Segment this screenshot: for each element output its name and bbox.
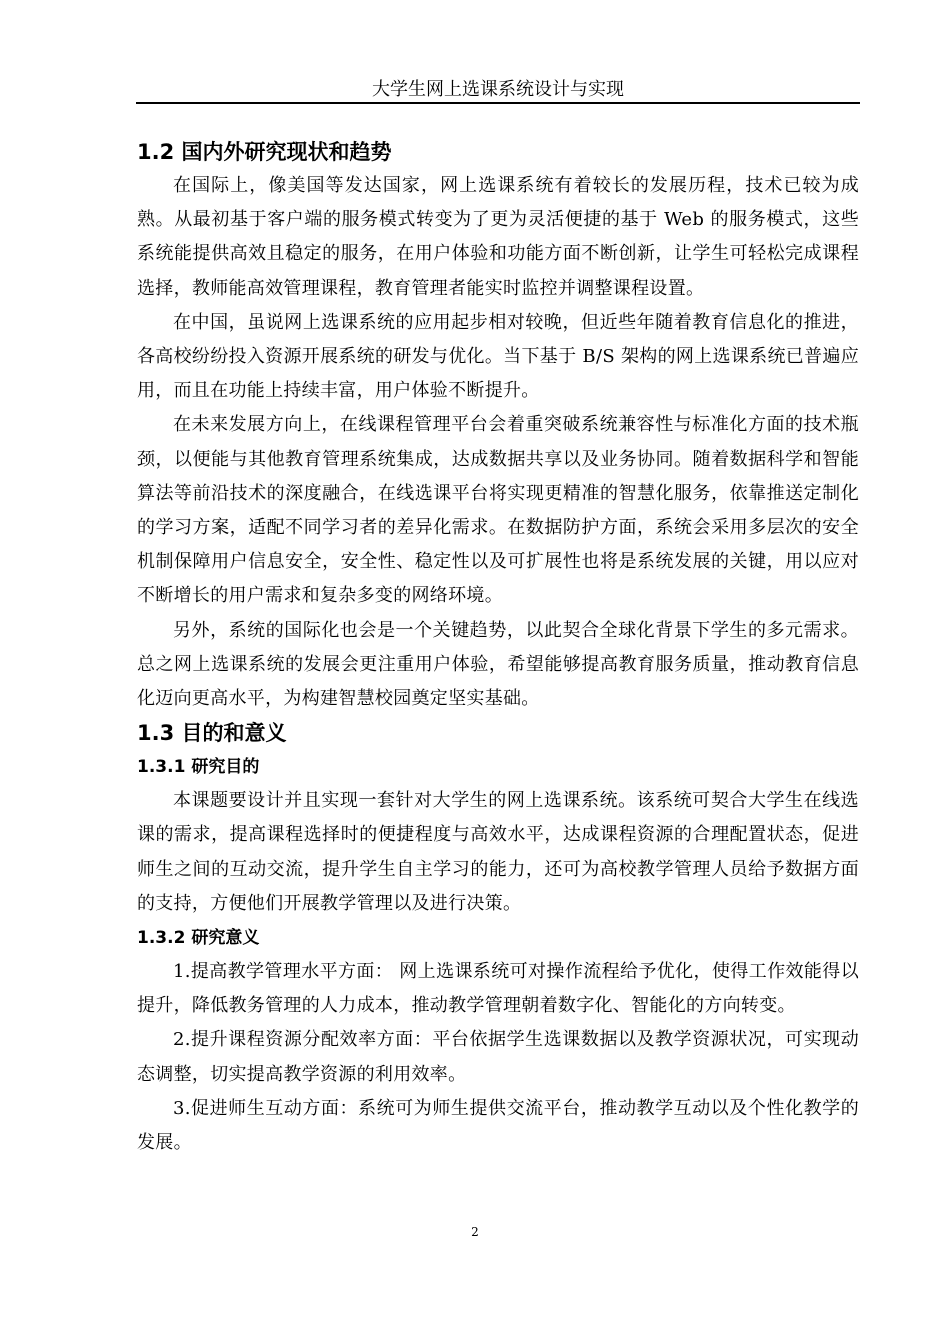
page-number: 2 [471, 1225, 479, 1239]
paragraph: 在中国，虽说网上选课系统的应用起步相对较晚，但近些年随着教育信息化的推进，各高校纷纷投入资源开展系统的研发与优化。当下基于 B/S 架构的网上选课系统已普遍应用，而且在功能上持续丰富，用户体验不断提升。 [137, 311, 859, 402]
subsection-heading-1-3-1: 1.3.1 研究目的 [137, 757, 260, 778]
subsection-heading-1-3-2: 1.3.2 研究意义 [137, 928, 260, 949]
section-heading-1-3: 1.3 目的和意义 [137, 721, 287, 746]
header-divider [136, 102, 860, 104]
paragraph: 3.促进师生互动方面：系统可为师生提供交流平台，推动教学互动以及个性化教学的发展。 [137, 1097, 859, 1154]
paragraph: 在国际上，像美国等发达国家，网上选课系统有着较长的发展历程，技术已较为成熟。从最初基于客户端的服务模式转变为了更为灵活便捷的基于 Web 的服务模式，这些系统能提供高效且稳定的服务，在用户体验和功能方面不断创新，让学生可轻松完成课程选择，教师能高效管理课程，教育管理者能实时监控并调整课程设置。 [137, 175, 859, 299]
paragraph: 本课题要设计并且实现一套针对大学生的网上选课系统。该系统可契合大学生在线选课的需求，提高课程选择时的便捷程度与高效水平，达成课程资源的合理配置状态，促进师生之间的互动交流，提升学生自主学习的能力，还可为高校教学管理人员给予数据方面的支持，方便他们开展教学管理以及进行决策。 [137, 790, 859, 914]
paragraph: 2.提升课程资源分配效率方面：平台依据学生选课数据以及教学资源状况，可实现动态调整，切实提高教学资源的利用效率。 [137, 1029, 859, 1085]
section-heading-1-2: 1.2 国内外研究现状和趋势 [137, 140, 392, 164]
paragraph: 另外，系统的国际化也会是一个关键趋势，以此契合全球化背景下学生的多元需求。总之网上选课系统的发展会更注重用户体验，希望能够提高教育服务质量，推动教育信息化迈向更高水平，为构建智慧校园奠定坚实基础。 [137, 619, 859, 710]
paragraph: 1.提高教学管理水平方面： 网上选课系统可对操作流程给予优化，使得工作效能得以提升，降低教务管理的人力成本，推动教学管理朝着数字化、智能化的方向转变。 [137, 961, 859, 1017]
running-header: 大学生网上选课系统设计与实现 [372, 79, 624, 100]
paragraph: 在未来发展方向上，在线课程管理平台会着重突破系统兼容性与标准化方面的技术瓶颈，以便能与其他教育管理系统集成，达成数据共享以及业务协同。随着数据科学和智能算法等前沿技术的深度融合，在线选课平台将实现更精准的智慧化服务，依靠推送定制化的学习方案，适配不同学习者的差异化需求。在数据防护方面，系统会采用多层次的安全机制保障用户信息安全，安全性、稳定性以及可扩展性也将是系统发展的关键，用以应对不断增长的用户需求和复杂多变的网络环境。 [137, 414, 859, 607]
page-content [137, 135, 859, 1160]
